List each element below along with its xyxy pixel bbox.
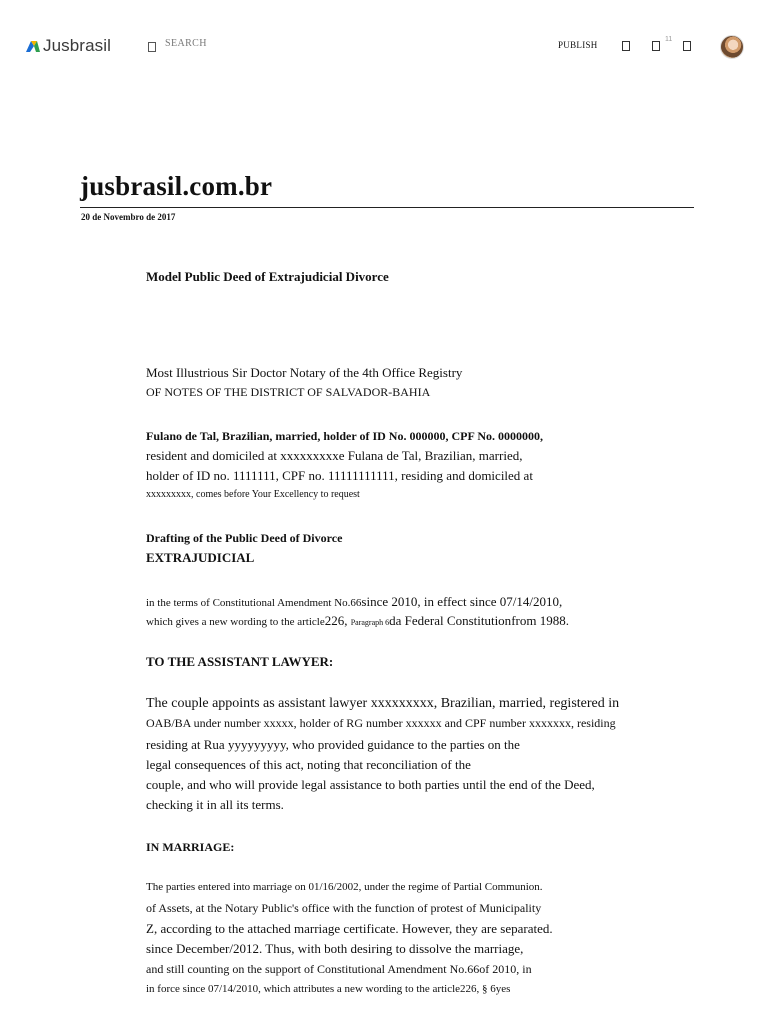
assistant-line: couple, and who will provide legal assistance to both parties until the end of the Deed,	[146, 777, 595, 792]
drafting-line: Drafting of the Public Deed of Divorce	[146, 531, 343, 545]
marriage-line: in force since 07/14/2010, which attributes a new wording to the article226, § 6yes	[146, 983, 511, 995]
notification-icon[interactable]	[652, 41, 660, 51]
address-line: OF NOTES OF THE DISTRICT OF SALVADOR-BAHIA	[146, 385, 431, 399]
assistant-line: legal consequences of this act, noting that reconciliation of the	[146, 757, 471, 772]
terms-text: 226,	[324, 613, 351, 628]
marriage-line: Z, according to the attached marriage certificate. However, they are separated.	[146, 921, 553, 936]
title-divider	[80, 207, 694, 208]
search-box[interactable]	[148, 38, 207, 49]
address-line: Most Illustrious Sir Doctor Notary of the 4th Office Registry	[146, 365, 463, 380]
terms-text: Paragraph 6	[350, 618, 390, 627]
parties-line: Fulano de Tal, Brazilian, married, holder of ID No. 000000, CPF No. 0000000,	[146, 429, 544, 443]
parties-line: holder of ID no. 1111111, CPF no. 11111111111, residing and domiciled at	[146, 468, 533, 483]
terms-text: from 1988.	[511, 613, 569, 628]
marriage-line: of Assets, at the Notary Public's office with the function of protest of Municipality	[146, 901, 542, 915]
assistant-line: residing at Rua yyyyyyyyy, who provided guidance to the parties on the	[146, 737, 520, 752]
jusbrasil-logo[interactable]	[25, 36, 111, 56]
terms-line	[146, 612, 569, 630]
parties-line: resident and domiciled at xxxxxxxxxe Fulana de Tal, Brazilian, married,	[146, 448, 523, 463]
marriage-line: The parties entered into marriage on 01/16/2002, under the regime of Partial Communion.	[146, 881, 543, 893]
marriage-heading: IN MARRIAGE:	[146, 840, 235, 854]
marriage-line: since December/2012. Thus, with both desiring to dissolve the marriage,	[146, 941, 524, 956]
search-icon	[148, 39, 156, 49]
publish-button[interactable]: PUBLISH	[558, 40, 598, 50]
parties-line: xxxxxxxxx, comes before Your Excellency to request	[146, 489, 360, 500]
bookmark-icon[interactable]	[622, 41, 630, 51]
terms-text: which gives a new wording to the article	[146, 616, 325, 628]
logo-text: Jusbrasil	[43, 36, 111, 55]
assistant-line: The couple appoints as assistant lawyer xxxxxxxxx, Brazilian, married, registered in	[146, 696, 620, 711]
search-label: SEARCH	[165, 38, 207, 49]
terms-line	[146, 593, 562, 611]
assistant-line: OAB/BA under number xxxxx, holder of RG number xxxxxx and CPF number xxxxxxx, residing	[146, 716, 616, 730]
marriage-line: and still counting on the support of Constitutional Amendment No.66of 2010, in	[146, 962, 532, 976]
terms-text: da Federal Constitution	[389, 613, 512, 628]
assistant-line: checking it in all its terms.	[146, 797, 284, 812]
drafting-line: EXTRAJUDICIAL	[146, 550, 255, 565]
terms-text: in the terms of Constitutional Amendment No.66	[146, 597, 362, 609]
terms-text: since 2010, in effect since 07/14/2010,	[361, 594, 563, 609]
deed-title: Model Public Deed of Extrajudicial Divorce	[146, 269, 389, 284]
user-avatar[interactable]	[720, 35, 744, 59]
jusbrasil-logo-icon	[25, 39, 41, 53]
top-navigation-bar	[0, 0, 768, 92]
settings-icon[interactable]	[683, 41, 691, 51]
document-date: 20 de Novembro de 2017	[81, 212, 176, 222]
document-site-title: jusbrasil.com.br	[80, 171, 273, 201]
assistant-heading: TO THE ASSISTANT LAWYER:	[146, 654, 334, 669]
notification-count-badge: 11	[665, 36, 673, 43]
